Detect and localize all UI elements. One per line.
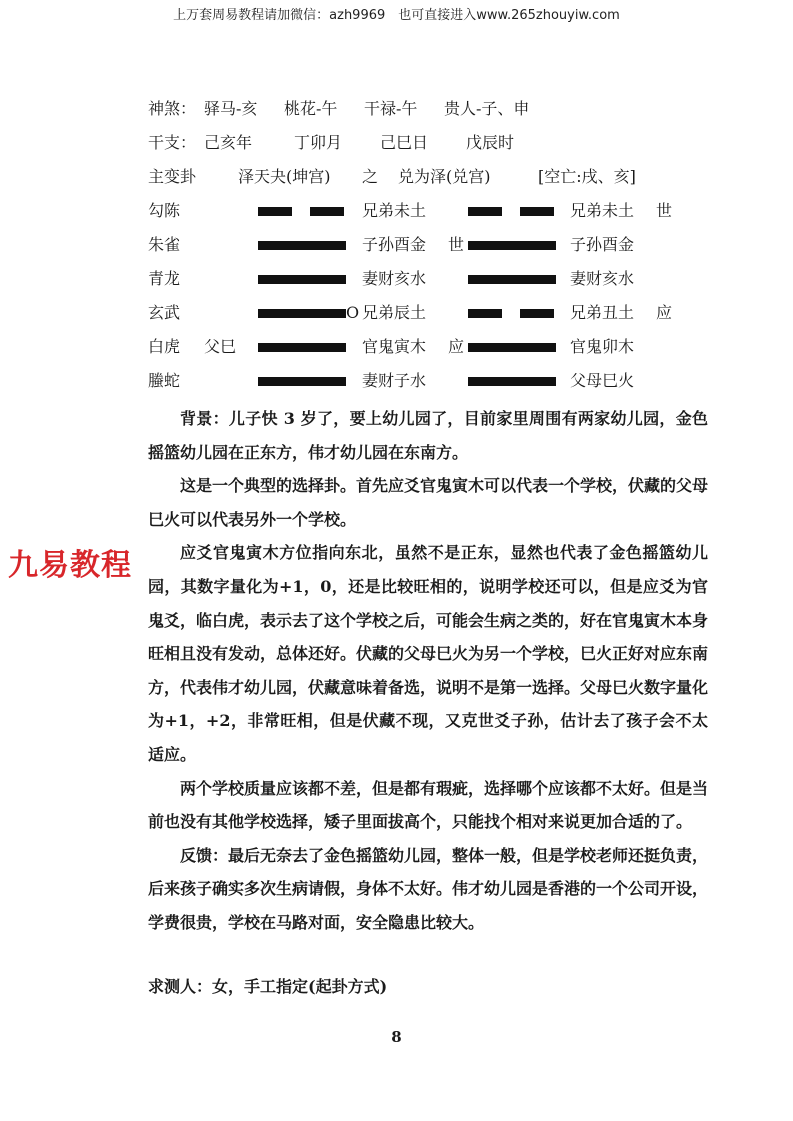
- yang-line: [468, 343, 556, 352]
- hexagram-table: [148, 194, 708, 398]
- page-number: 8: [391, 1028, 402, 1046]
- shensha-line: [148, 92, 708, 126]
- shi-ying-marker: 应: [656, 303, 673, 322]
- changed-yao-label: 父母巳火: [570, 371, 635, 390]
- paragraph-background: 背景：儿子快 3 岁了，要上幼儿园了，目前家里周围有两家幼儿园，金色摇篮幼儿园在正东方，伟才幼儿园在东南方。: [148, 409, 708, 462]
- shensha-item: 桃花-午: [284, 99, 338, 118]
- changed-yao-label: 妻财亥水: [570, 269, 635, 288]
- yang-line: [258, 275, 346, 284]
- main-gua: 泽天夬(坤宫): [238, 167, 331, 186]
- main-yao-label: 子孙酉金: [362, 235, 427, 254]
- ganzhi-month: 丁卯月: [294, 133, 343, 152]
- changed-yao-label: 兄弟丑土: [570, 303, 635, 322]
- ganzhi-year: 己亥年: [204, 133, 253, 152]
- ganzhi-line: [148, 126, 708, 160]
- shensha-item: 驿马-亥: [204, 99, 258, 118]
- main-yao-label: 官鬼寅木: [362, 337, 427, 356]
- yin-line: [468, 207, 554, 216]
- changed-gua: 兑为泽(兑宫): [398, 167, 491, 186]
- shensha-label: 神煞：: [148, 99, 197, 118]
- gua-connector: 之: [362, 167, 379, 186]
- shi-ying-marker: 世: [448, 235, 465, 254]
- six-god: 勾陈: [148, 201, 181, 220]
- yang-line: [468, 377, 556, 386]
- yang-line: [468, 275, 556, 284]
- gua-label: 主变卦: [148, 167, 197, 186]
- shi-ying-marker: 应: [448, 337, 465, 356]
- yang-line: [258, 343, 346, 352]
- yang-line: [468, 241, 556, 250]
- shi-ying-marker: 世: [656, 201, 673, 220]
- shensha-item: 贵人-子、申: [444, 99, 530, 118]
- watermark-logo: 九易教程: [8, 548, 132, 583]
- six-god: 螣蛇: [148, 371, 181, 390]
- closing-line: 求测人：女，手工指定(起卦方式): [148, 976, 388, 996]
- kongwang: [空亡:戌、亥]: [538, 167, 636, 186]
- ganzhi-day: 己巳日: [380, 133, 429, 152]
- yang-line: [258, 309, 346, 318]
- six-god: 朱雀: [148, 235, 181, 254]
- main-yao-label: 兄弟辰土: [362, 303, 427, 322]
- yao-row: [148, 262, 708, 296]
- paragraph: 这是一个典型的选择卦。首先应爻官鬼寅木可以代表一个学校，伏藏的父母巳火可以代表另外一个学校。: [148, 476, 709, 529]
- paragraph: 应爻官鬼寅木方位指向东北，虽然不是正东，显然也代表了金色摇篮幼儿园，其数字量化为+1，0，还是比较旺相的，说明学校还可以，但是应爻为官鬼爻，临白虎，表示去了这个学校之后，可能会生病之类的，好在官鬼寅木本身旺相且没有发动，总体还好。伏藏的父母巳火为另一个学校，巳火正好对应东南方，代表伟才幼儿园，伏藏意味着备选，说明不是第一选择。父母巳火数字量化为+1，+2，非常旺相，但是伏藏不现，又克世爻子孙，估计去了孩子会不太适应。: [148, 543, 709, 764]
- yao-row: [148, 330, 708, 364]
- fushen-label: 父巳: [204, 337, 237, 356]
- yin-line: [468, 309, 554, 318]
- yao-row: [148, 296, 708, 330]
- six-god: 玄武: [148, 303, 181, 322]
- page-header: 上万套周易教程请加微信：azh9969 也可直接进入www.265zhouyiw.com: [173, 8, 620, 23]
- gua-line: [148, 160, 708, 194]
- moving-marker: O: [346, 303, 360, 322]
- six-god: 白虎: [148, 337, 181, 356]
- ganzhi-label: 干支：: [148, 133, 197, 152]
- yao-row: [148, 228, 708, 262]
- changed-yao-label: 子孙酉金: [570, 235, 635, 254]
- yao-row: [148, 194, 708, 228]
- changed-yao-label: 兄弟未土: [570, 201, 635, 220]
- document-body: [148, 92, 708, 1003]
- paragraph: 两个学校质量应该都不差，但是都有瑕疵，选择哪个应该都不太好。但是当前也没有其他学校选择，矮子里面拔高个，只能找个相对来说更加合适的了。: [148, 778, 709, 832]
- yang-line: [258, 241, 346, 250]
- yin-line: [258, 207, 344, 216]
- main-yao-label: 妻财亥水: [362, 269, 427, 288]
- changed-yao-label: 官鬼卯木: [570, 337, 635, 356]
- article-text: [148, 402, 708, 940]
- yao-row: [148, 364, 708, 398]
- paragraph-feedback: 反馈：最后无奈去了金色摇篮幼儿园，整体一般，但是学校老师还挺负责，后来孩子确实多次生病请假，身体不太好。伟才幼儿园是香港的一个公司开设，学费很贵，学校在马路对面，安全隐患比较大。: [148, 845, 709, 932]
- shensha-item: 干禄-午: [364, 99, 418, 118]
- main-yao-label: 兄弟未土: [362, 201, 427, 220]
- yang-line: [258, 377, 346, 386]
- ganzhi-hour: 戊辰时: [466, 133, 515, 152]
- six-god: 青龙: [148, 269, 181, 288]
- main-yao-label: 妻财子水: [362, 371, 427, 390]
